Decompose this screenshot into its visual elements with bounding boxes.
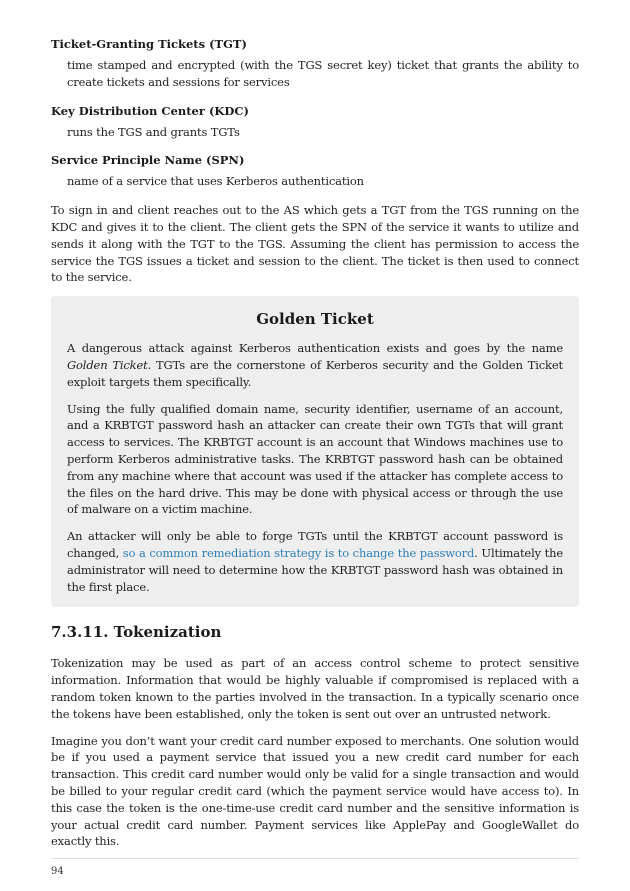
remediation-link[interactable]: so a common remediation strategy is to change the password xyxy=(122,545,475,560)
sidebar-p1-text: A dangerous attack against Kerberos authentication exists and goes by the name xyxy=(67,341,563,356)
footer-divider xyxy=(51,858,579,859)
definition-term-tgt: Ticket-Granting Tickets (TGT) xyxy=(51,37,247,51)
definition-list xyxy=(51,36,579,190)
sidebar-paragraph-1 xyxy=(67,340,563,390)
intro-paragraph: To sign in and client reaches out to the AS which gets a TGT from the TGS running on the KDC and gives it to the client. The client gets the SPN of the service it wants to utilize and sends it along with the TGT to the TGS. Assuming the client has permission to access the service the TGS issues a ticket and session to the client. The ticket is then used to connect to the service. xyxy=(51,203,579,285)
page-number: 94 xyxy=(51,866,64,877)
golden-ticket-sidebar xyxy=(51,296,579,607)
sidebar-title: Golden Ticket xyxy=(256,310,374,329)
section-paragraph-1: Tokenization may be used as part of an access control scheme to protect sensitive information. Information that would be highly valuable if compromised is replaced with a random token known to the parties involved in the transaction. In a typically scenario once the tokens have been established, only the token is sent out over an untrusted network. xyxy=(51,656,579,721)
sidebar-paragraph-3 xyxy=(67,528,563,595)
page-content xyxy=(51,36,579,860)
definition-term-kdc: Key Distribution Center (KDC) xyxy=(51,103,249,118)
definition-description-kdc: runs the TGS and grants TGTs xyxy=(67,124,240,139)
definition-description-tgt: time stamped and encrypted (with the TGS secret key) ticket that grants the ability to create tickets and sessions for services xyxy=(67,58,579,89)
sidebar-p3-text: An attacker will only be able to forge TGTs until the KRBTGT account password is changed, xyxy=(67,529,563,560)
sidebar-p1-emphasis: Golden Ticket xyxy=(67,357,148,372)
definition-term-spn: Service Principle Name (SPN) xyxy=(51,153,245,168)
sidebar-paragraph-2: Using the fully qualified domain name, security identifier, username of an account, and a KRBTGT password hash an attacker can create their own TGTs that will grant access to services. The KRBTGT account is an account that Windows machines use to perform Kerberos administrative tasks. The KRBTGT password hash can be obtained from any machine where that account was used if the attacker has complete access to the files on the hard drive. This may be done with physical access or through the use of malware on a victim machine. xyxy=(67,401,563,517)
definition-description-spn: name of a service that uses Kerberos authentication xyxy=(67,174,364,189)
sidebar-p3-text-end: . Ultimately the administrator will need to determine how the KRBTGT password hash was obtained in the first place. xyxy=(67,545,563,594)
sidebar-p1-text-end: . TGTs are the cornerstone of Kerberos security and the Golden Ticket exploit targets them specifically. xyxy=(67,357,563,389)
section-paragraph-2: Imagine you don’t want your credit card number exposed to merchants. One solution would be if you used a payment service that issued you a new credit card number for each transaction. This credit card number would only be valid for a single transaction and would be billed to your regular credit card (which the payment service would have access to). In this case the token is the one-time-use credit card number and the sensitive information is your actual credit card number. Payment services like ApplePay and GoogleWallet do exactly this. xyxy=(51,733,579,849)
section-heading: 7.3.11. Tokenization xyxy=(51,623,222,642)
